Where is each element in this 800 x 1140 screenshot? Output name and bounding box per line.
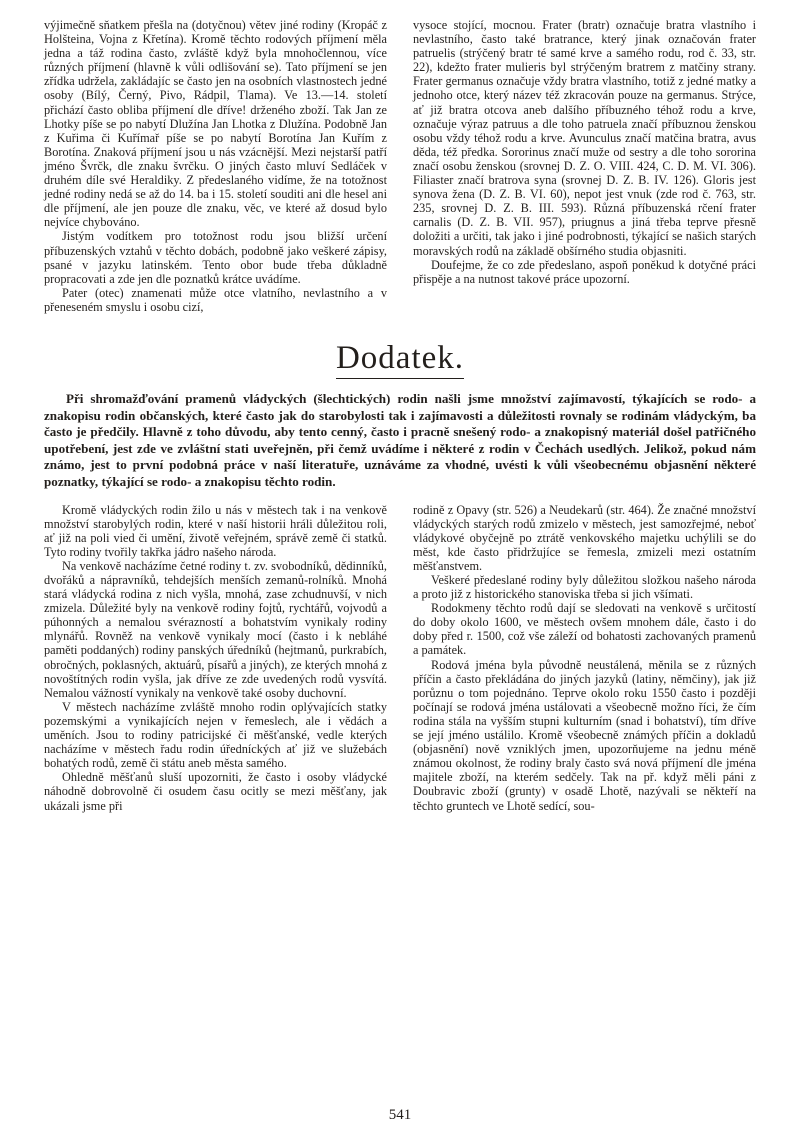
bottom-section: [44, 503, 756, 813]
paragraph: Rodová jména byla původně neustálená, měnila se z různých příčin a často překládána do jiných jazyků (latiny, němčiny), jak již porůznu o tom pojednáno. Teprve okolo roku 1550 často i později počínají se rodová jména ustálovati a všeobecně možno říci, že čím rodina stála na vyšším stupni kulturním (snad i bohatství), tím dříve se její jméno ustálilo. Kromě všeobecně známých příčin a dokladů (objasnění) nově vzniklých jmen, upozorňujeme na jednu méně známou okolnost, že rodiny braly často svá nová příjmení dle jména majitele zboží, na kterém sedčely. Tak na př. když měli páni z Doubravic zboží (grunty) v osadě Lhotě, nazývali se někteří na těchto gruntech ve Lhotě sedící, sou-: [413, 657, 756, 813]
top-left-column: [44, 18, 387, 314]
paragraph: V městech nacházíme zvláště mnoho rodin oplývajících statky pozemskými a vynikajících nejen v řemeslech, ale i vědách a uměních. Jsou to rodiny patricijské či měšťanské, vedle kterých nacházíme v městech řadu rodin úředníckých ať již ve služebách bohatých rodů, země či státu aneb města samého.: [44, 699, 387, 771]
top-section: [44, 18, 756, 314]
paragraph: Veškeré předeslané rodiny byly důležitou složkou našeho národa a proto již z historického stanoviska třeba si jich všímati.: [413, 573, 756, 602]
section-heading: Dodatek.: [336, 340, 464, 381]
bottom-left-column: [44, 503, 387, 813]
paragraph: rodině z Opavy (str. 526) a Neudekarů (str. 464). Že značné množství vládyckých starých rodů zmizelo v městech, jest samozřejmé, neboť vládykové obyčejně po ztrátě venkovského majetku uchýlili se do měst, kde často přidržujíce se řemesla, zmizeli mezi ostatním měšťanstvem.: [413, 502, 756, 573]
section-heading-wrap: [44, 340, 756, 381]
paragraph: Doufejme, že co zde předeslano, aspoň poněkud k dotyčné práci přispěje a na nutnost takové práce upozorní.: [413, 257, 756, 286]
page-number: 541: [388, 1107, 412, 1123]
paragraph: Jistým vodítkem pro totožnost rodu jsou bližší určení příbuzenských vztahů v těchto dobách, podobně jako veškeré zápisy, psané v jazyku latinském. Tento obor bude třeba důkladně propracovati a zde jen dle poznatků krátce uvádíme.: [44, 229, 387, 286]
paragraph: Rodokmeny těchto rodů dají se sledovati na venkově s určitostí do doby okolo 1600, ve městech ovšem mnohem dále, často i do doby před r. 1500, což vše záleží od bohatosti zachovaných pramenů a památek.: [413, 601, 756, 658]
paragraph: Kromě vládyckých rodin žilo u nás v městech tak i na venkově množství starobylých rodin, které v naší historii hráli důležitou roli, ať již na poli vied či umění, životě veřejném, správě země či statků. Tyto rodiny tvořily takřka jádro našeho národa.: [44, 502, 387, 559]
bottom-right-column: [413, 503, 756, 813]
intro-paragraph: Při shromažďování pramenů vládyckých (šlechtických) rodin našli jsme množství zajímavostí, týkajících se rodo- a znakopisu rodin občanských, které často jak do starobylosti tak i zajímavosti a důležitosti rovnaly se rodinám vládyckým, ba často je předčily. Hlavně z toho důvodu, aby tento cenný, často i pracně snešený rodo- a znakopisný materiál došel patřičného upotřebení, jest zde ve zvláštní stati uveřejněn, při čemž uvádíme i některé z rodin v Čechách usedlých. Jelikož, pokud nám známo, jest to první podobná práce v naší literatuře, uznáváme za vhodné, uvésti k vůli všeobecnému objasnění některé poznatky, týkající se rodo- a znakopisu těchto rodin.: [44, 390, 756, 489]
paragraph: vysoce stojící, mocnou. Frater (bratr) označuje bratra vlastního i nevlastního, často také bratrance, který jinak označován frater patruelis (strýčený bratr té samé krve a samého rodu, rod č. 33, str. 22), kdežto frater mulieris byl strýčeným bratrem z matčiny strany. Frater germanus označuje vždy bratra vlastního, totiž z jedné matky a jednoho otce, který název též zkracován pouze na germanus. Strýce, ať již bratra otcova aneb dalšího příbuzného téhož rodu a krve, označuje výraz patruus a dle toho patruela značí příbuznou ženskou osobu vždy téhož rodu a krve. Avunculus značí matčina bratra, avus děda, též předka. Sororinus značí muže od sestry a dle toho sororina značí osobu ženskou (srovnej D. Z. O. VIII. 424, C. D. M. VI. 306). Filiaster značí bratrova syna (srovnej D. Z. B. IV. 126). Gloris jest synova žena (D. Z. B. VI. 60), nepot jest vnuk (zde rod č. 763, str. 235, srovnej D. Z. B. III. 593). Různá příbuzenská rčení frater carnalis (D. Z. B. VII. 957), priugnus a jiná třeba teprve přesně doložiti a určiti, tak jako i jiné podrobnosti, týkající se našich starých moravských rodů na základě obšírného studia objasniti.: [413, 18, 756, 258]
paragraph: Pater (otec) znamenati může otce vlatního, nevlastního a v přeneseném smyslu i osobu cizí,: [44, 285, 387, 314]
top-right-column: [413, 18, 756, 314]
paragraph: Ohledně měšťanů sluší upozorniti, že často i osoby vládycké náhodně dobrovolně či osudem času ocitly se mezi měšťany, jak ukázali jsme při: [44, 770, 387, 813]
paragraph: výjimečně sňatkem přešla na (dotyčnou) větev jiné rodiny (Kropáč z Holšteina, Vojna z Křetína). Kromě těchto rodových příjmení měla jedna a táž rodina často, zvláště když byla mnohočlennou, více různých příjmení (hlavně k vůli odlišování se). Tato příjmení se jen zřídka udržela, zakládajíc se často jen na osobních vlastnostech jedné osoby (Bílý, Černý, Pivo, Rádpil, Tlama). Ve 13.—14. století přichází často obliba příjmení dle dříve! drženého zboží. Tak Jan ze Lhotky píše se po nabytí Dlužína Jan Lhotka z Dlužína. Podobně Jan z Kuřima či Kuřímař píše se po nabytí Borotína Jan Kuřím z Borotína. Znaková příjmení jsou u nás vzácnější. Mezi nejstarší patří jméno Švrčk, dle znaku švrčku. O jiných často mluví Sedláček v druhém díle své Heraldiky. Z předeslaného vidíme, že na totožnost jedné rodiny nedá se až do 14. ba i 15. století souditi ani dle hesel ani dle příjmení, ale jen pouze dle znaku, věc, ve které až dosud bylo nejvíce chybováno.: [44, 18, 387, 230]
paragraph: Na venkově nacházíme četné rodiny t. zv. svobodníků, dědinníků, dvořáků a nápravníků, tehdejších menších zemanů-rolníků. Mnohá stará vládycká rodina z nich vyšla, mnohá, zase zchudnuvší, v nich zmizela. Důležité byly na venkově rodiny fojtů, rychtářů, vojvodů a púhonných a nemalou svérazností a bohatstvím vynikaly rodiny mlynářů. Rovněž na venkově vynikaly mocí (často i k nebláhé paměti poddaných) rodiny panských úředníků (hejtmanů, purkrabích, obročných, poklasných, aktuárů, písařů a jiných), ze kterých mnohá z novoštítných rodin vyšla, jak dříve ze zde uvedených rodů vysvítá. Nemalou vážností vynikaly na venkově také osoby duchovní.: [44, 558, 387, 700]
